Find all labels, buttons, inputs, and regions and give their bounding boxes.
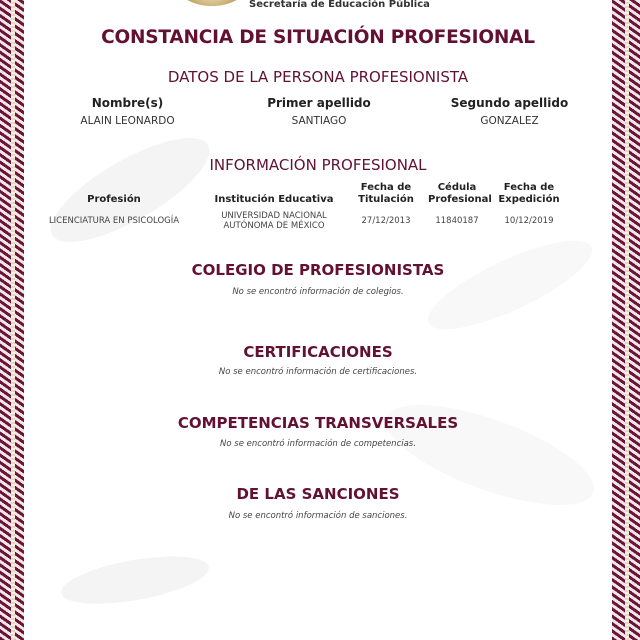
field-label: Nombre(s) bbox=[91, 96, 164, 110]
cell-cedula: 11840187 bbox=[435, 216, 479, 226]
document-header bbox=[24, 0, 612, 16]
document-title: CONSTANCIA DE SITUACIÓN PROFESIONAL bbox=[101, 27, 535, 48]
column-header-institucion: Institución Educativa bbox=[214, 194, 334, 205]
section-title-colegio: COLEGIO DE PROFESIONISTAS bbox=[191, 261, 445, 279]
column-header-fecha-titulacion: Fecha de Titulación bbox=[358, 182, 414, 205]
cell-profesion: LICENCIATURA EN PSICOLOGÍA bbox=[48, 216, 180, 226]
section-title-sanciones: DE LAS SANCIONES bbox=[236, 485, 400, 503]
field-label: Primer apellido bbox=[267, 96, 371, 110]
empty-message-competencias: No se encontró información de competencias. bbox=[220, 439, 416, 449]
profesional-table-header bbox=[24, 182, 612, 206]
column-header-fecha-expedicion: Fecha de Expedición bbox=[498, 182, 560, 205]
cell-fecha-titulacion: 27/12/2013 bbox=[361, 216, 411, 226]
column-header-cedula: Cédula Profesional bbox=[428, 182, 492, 205]
empty-message-certificaciones: No se encontró información de certificaciones. bbox=[218, 367, 418, 377]
empty-message-colegio: No se encontró información de colegios. bbox=[232, 287, 404, 297]
document-page bbox=[24, 0, 612, 640]
sep-seal-logo bbox=[176, 0, 248, 6]
field-value: ALAIN LEONARDO bbox=[80, 115, 175, 127]
field-nombre bbox=[24, 96, 231, 127]
section-title-certificaciones: CERTIFICACIONES bbox=[243, 343, 393, 361]
section-title-competencias: COMPETENCIAS TRANSVERSALES bbox=[177, 414, 459, 432]
section-title-persona: DATOS DE LA PERSONA PROFESIONISTA bbox=[167, 68, 469, 86]
table-row bbox=[24, 211, 612, 231]
field-primer-apellido bbox=[231, 96, 407, 127]
cell-institucion: UNIVERSIDAD NACIONAL AUTÓNOMA DE MÉXICO bbox=[221, 211, 327, 231]
column-header-profesion: Profesión bbox=[87, 194, 141, 205]
field-label: Segundo apellido bbox=[450, 96, 569, 110]
persona-fields bbox=[24, 96, 612, 127]
field-value: GONZALEZ bbox=[480, 115, 539, 127]
decorative-border-left bbox=[0, 0, 24, 640]
decorative-border-right bbox=[612, 0, 640, 640]
empty-message-sanciones: No se encontró información de sanciones. bbox=[228, 511, 408, 521]
section-title-profesional: INFORMACIÓN PROFESIONAL bbox=[209, 156, 427, 174]
field-value: SANTIAGO bbox=[291, 115, 347, 127]
field-segundo-apellido bbox=[407, 96, 612, 127]
cell-fecha-expedicion: 10/12/2019 bbox=[504, 216, 554, 226]
agency-name: Secretaría de Educación Pública bbox=[249, 0, 430, 10]
